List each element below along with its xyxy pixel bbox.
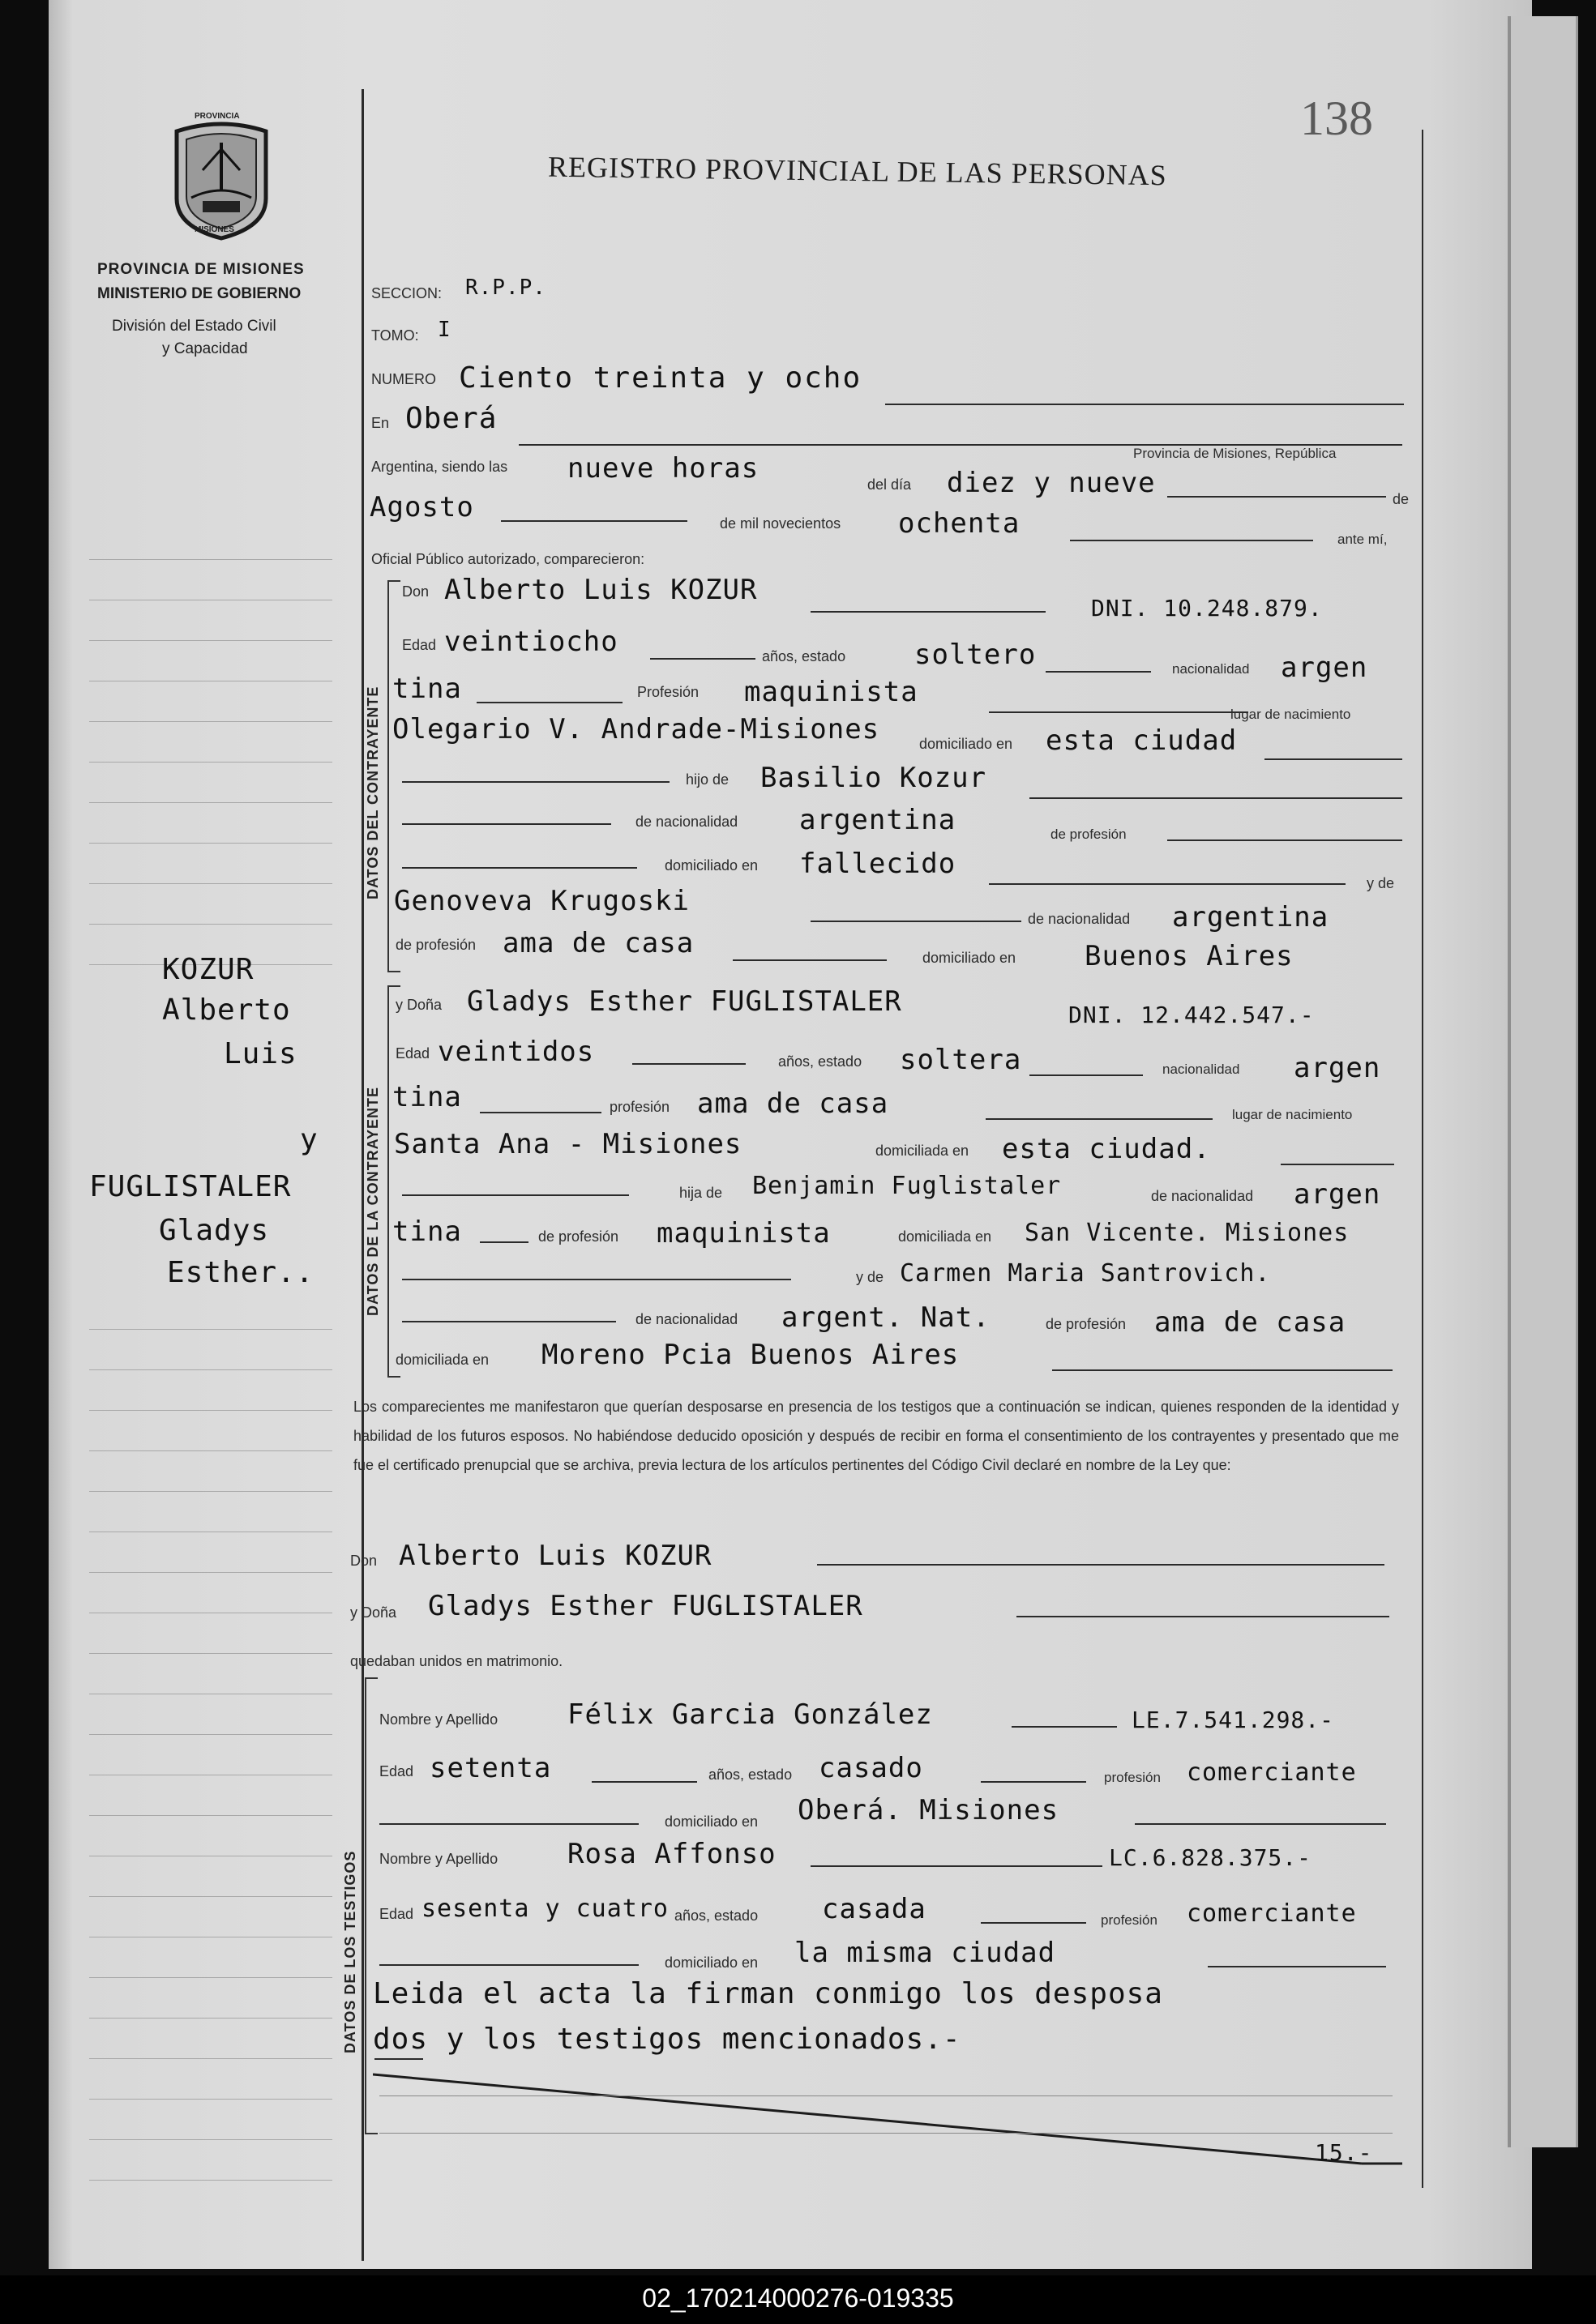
mes-value: Agosto — [370, 491, 474, 523]
padre-dom-label: domiciliado en — [665, 857, 759, 874]
t2-estado-line — [981, 1922, 1086, 1924]
contrayenta-padre: Benjamin Fuglistaler — [752, 1172, 1062, 1200]
seal-label-bottom: MISIONES — [195, 225, 234, 234]
hijo-label: hijo de — [686, 771, 730, 788]
testigos-section-label: DATOS DE LOS TESTIGOS — [342, 1850, 358, 2053]
contrayente-lugar-label: lugar de nacimiento — [1230, 707, 1351, 722]
contrayenta-padre-nac-line — [480, 1241, 528, 1243]
anio-value: ochenta — [898, 507, 1020, 540]
contrayenta-madre-dom: Moreno Pcia Buenos Aires — [541, 1339, 960, 1371]
t2-prof: comerciante — [1187, 1899, 1357, 1928]
margin-note-4: y — [300, 1123, 319, 1156]
contrayenta-madre-prof-label: de profesión — [1046, 1316, 1127, 1332]
contrayente-nombre-line — [811, 611, 1046, 613]
contrayente-section-label: DATOS DEL CONTRAYENTE — [365, 686, 381, 899]
en-label: En — [371, 415, 390, 431]
t2-dom-prefix-line — [379, 1964, 639, 1966]
t2-dom: la misma ciudad — [794, 1937, 1056, 1969]
t1-estado-line — [981, 1781, 1086, 1783]
t1-dom-prefix-line — [379, 1823, 639, 1825]
de-label: de — [1393, 491, 1410, 507]
contrayenta-prof-line — [986, 1118, 1213, 1120]
padre-prof-line — [1167, 839, 1402, 841]
end-mark: 15.- — [1315, 2139, 1373, 2166]
contrayente-dom-label: domiciliado en — [919, 736, 1013, 752]
contrayente-estado: soltero — [914, 639, 1037, 671]
org-line-3: División del Estado Civil — [112, 318, 276, 335]
t2-nombre: Rosa Affonso — [567, 1838, 777, 1870]
contrayenta-prof-label: profesión — [610, 1099, 670, 1115]
contrayenta-padre-dom-label: domiciliada en — [898, 1228, 992, 1245]
t1-edad-label: Edad — [379, 1763, 414, 1779]
t2-nombre-label: Nombre y Apellido — [379, 1851, 498, 1867]
contrayenta-doc: DNI. 12.442.547.- — [1068, 1002, 1315, 1028]
tomo-label: TOMO: — [371, 327, 419, 344]
page-title: REGISTRO PROVINCIAL DE LAS PERSONAS — [547, 150, 1167, 192]
don-label: Don — [402, 583, 430, 600]
org-line-1: PROVINCIA DE MISIONES — [97, 261, 305, 278]
numero-value: Ciento treinta y ocho — [459, 361, 862, 395]
decl-don-label: Don — [350, 1553, 378, 1569]
madre-dom-label: domiciliado en — [922, 950, 1016, 966]
contrayente-lugar: Olegario V. Andrade-Misiones — [392, 713, 880, 745]
contrayente-domicilio: esta ciudad — [1046, 724, 1238, 757]
madre-prof-label: de profesión — [396, 937, 477, 953]
contrayente-profesion: maquinista — [744, 676, 918, 708]
en-value: Oberá — [405, 402, 498, 435]
contrayente-edad-label: Edad — [402, 637, 437, 653]
contrayenta-estado-line — [1029, 1074, 1143, 1076]
seal-label-top: PROVINCIA — [195, 112, 240, 121]
mil-label: de mil novecientos — [720, 515, 841, 532]
seccion-label: SECCION: — [371, 285, 443, 301]
contrayenta-section-label: DATOS DE LA CONTRAYENTE — [365, 1086, 381, 1316]
contrayenta-dom-line — [1281, 1164, 1394, 1165]
t1-edad: setenta — [430, 1752, 552, 1784]
mes-line — [501, 520, 687, 522]
contrayenta-padre-prof: maquinista — [657, 1217, 831, 1250]
closing-slash — [373, 2058, 1410, 2180]
contrayente-padre: Basilio Kozur — [760, 762, 987, 794]
contrayenta-estado: soltera — [900, 1044, 1022, 1076]
contrayenta-nac-label: nacionalidad — [1162, 1062, 1240, 1077]
dona-label: y Doña — [396, 997, 443, 1013]
oficial-label: Oficial Público autorizado, comparecieron: — [371, 551, 645, 567]
contrayenta-lugar-label: lugar de nacimiento — [1232, 1107, 1353, 1122]
t1-edad-line — [592, 1781, 697, 1783]
t2-dom-label: domiciliado en — [665, 1954, 759, 1971]
contrayenta-nac-b: tina — [392, 1081, 462, 1113]
contrayente-prof-line — [989, 711, 1248, 713]
margin-note-2: Alberto — [162, 993, 291, 1027]
register-page — [49, 0, 1532, 2269]
contrayenta-bracket — [387, 985, 400, 1378]
t2-edad: sesenta y cuatro — [421, 1895, 669, 1923]
anio-line — [1070, 540, 1313, 541]
contrayente-madre: Genoveva Krugoski — [394, 885, 690, 917]
contrayenta-madre-dom-label: domiciliada en — [396, 1352, 490, 1368]
contrayente-padre-line — [1029, 797, 1402, 799]
org-line-4: y Capacidad — [162, 340, 248, 357]
padre-nac-prefix-line — [402, 823, 611, 825]
hija-prefix-line — [402, 1194, 629, 1196]
tomo-value: I — [438, 318, 451, 342]
horas-value: nueve horas — [567, 452, 759, 485]
page-number: 138 — [1300, 92, 1373, 145]
contrayenta-nombre: Gladys Esther FUGLISTALER — [467, 985, 902, 1018]
numero-label: NUMERO — [371, 371, 436, 387]
org-line-2: MINISTERIO DE GOBIERNO — [97, 285, 302, 302]
margin-note-3: Luis — [224, 1037, 297, 1070]
t1-prof-label: profesión — [1104, 1770, 1161, 1785]
t1-anios-label: años, estado — [708, 1766, 793, 1783]
provincial-seal-icon — [160, 113, 282, 243]
contrayente-edad-line — [650, 658, 755, 660]
contrayente-dom-line — [1264, 758, 1402, 760]
contrayenta-padre-nac-label: de nacionalidad — [1151, 1188, 1254, 1204]
contrayente-edad: veintiocho — [444, 626, 618, 658]
closing-line-1: Leida el acta la firman conmigo los desposa — [373, 1977, 1163, 2010]
stub-divider — [362, 89, 364, 2261]
contrayenta-padre-nac-b: tina — [392, 1215, 462, 1248]
decl-don-line — [817, 1564, 1384, 1566]
decl-dona-label: y Doña — [350, 1604, 397, 1621]
contrayenta-dom-label: domiciliada en — [875, 1143, 969, 1159]
t2-edad-label: Edad — [379, 1906, 414, 1922]
contrayente-nac-line — [477, 702, 623, 703]
t2-nombre-line — [811, 1865, 1102, 1867]
contrayenta-madre-dom-line — [1052, 1369, 1393, 1371]
t1-nombre-label: Nombre y Apellido — [379, 1711, 498, 1728]
decl-don-value: Alberto Luis KOZUR — [399, 1540, 712, 1572]
contrayenta-madre-nac: argent. Nat. — [781, 1301, 991, 1334]
t1-doc: LE.7.541.298.- — [1132, 1707, 1335, 1733]
t2-dom-line — [1208, 1966, 1386, 1967]
margin-note-7: Esther.. — [167, 1256, 314, 1289]
right-margin-line — [1422, 130, 1423, 2188]
contrayente-estado-line — [1046, 671, 1151, 673]
contrayente-nombre: Alberto Luis KOZUR — [444, 574, 758, 606]
page-edge — [1508, 16, 1578, 2147]
contrayente-padre-nac: argentina — [799, 804, 956, 836]
margin-note-1: KOZUR — [162, 953, 255, 986]
padre-nac-label: de nacionalidad — [635, 814, 738, 830]
contrayenta-padre-dom: San Vicente. Misiones — [1025, 1219, 1350, 1247]
contrayente-doc: DNI. 10.248.879. — [1091, 595, 1323, 622]
padre-dom-prefix-line — [402, 867, 637, 869]
madre-line — [811, 921, 1021, 922]
contrayenta-edad-label: Edad — [396, 1045, 430, 1062]
contrayenta-domicilio: esta ciudad. — [1002, 1133, 1211, 1165]
footer-bar — [0, 2275, 1596, 2324]
decl-dona-line — [1016, 1616, 1389, 1617]
hija-label: hija de — [679, 1185, 723, 1201]
unidos-label: quedaban unidos en matrimonio. — [350, 1653, 563, 1669]
t1-prof: comerciante — [1187, 1758, 1357, 1787]
decl-dona-value: Gladys Esther FUGLISTALER — [428, 1590, 863, 1622]
contrayente-nac-b: tina — [392, 673, 462, 705]
dia-line — [1167, 496, 1386, 498]
t1-dom-line — [1135, 1823, 1386, 1825]
contrayenta-madre-nac-label: de nacionalidad — [635, 1311, 738, 1327]
contrayente-prof-label: Profesión — [637, 684, 700, 700]
t2-doc: LC.6.828.375.- — [1109, 1844, 1312, 1871]
provincia-label: Provincia de Misiones, República — [1133, 446, 1337, 461]
t1-dom: Oberá. Misiones — [798, 1794, 1059, 1826]
padre-dom-line — [989, 883, 1346, 885]
margin-note-5: FUGLISTALER — [89, 1170, 292, 1203]
contrayenta-madre-prefix-line — [402, 1279, 791, 1280]
ante-mi-label: ante mí, — [1337, 532, 1388, 547]
contrayente-madre-dom: Buenos Aires — [1085, 940, 1294, 972]
contrayenta-madre-nac-prefix-line — [402, 1321, 616, 1322]
closing-line-2: dos y los testigos mencionados.- — [373, 2023, 961, 2056]
argentina-label: Argentina, siendo las — [371, 459, 508, 475]
footer-id: 02_170214000276-019335 — [642, 2283, 954, 2313]
contrayente-madre-nac: argentina — [1172, 901, 1329, 933]
del-dia-label: del día — [867, 476, 912, 493]
hijo-prefix-line — [402, 781, 670, 783]
t2-estado: casada — [822, 1893, 926, 1925]
t2-anios-label: años, estado — [674, 1907, 759, 1924]
contrayente-padre-dom: fallecido — [799, 848, 956, 880]
declaration-text: Los comparecientes me manifestaron que querían desposarse en presencia de los testigos que a continuación se indican, quienes responden de la identidad y habilidad de los futuros esposos. No habiéndose deducido oposición y después de recibir en forma el consentimiento de los contrayentes y presentado que me fue el certificado prenupcial que se archiva, previa lectura de los artículos pertinentes del Código Civil declaré en nombre de la Ley que: — [353, 1399, 1399, 1473]
t1-nombre: Félix Garcia González — [567, 1698, 933, 1731]
dia-value: diez y nueve — [947, 467, 1156, 499]
contrayenta-profesion: ama de casa — [697, 1087, 889, 1120]
contrayenta-madre: Carmen Maria Santrovich. — [900, 1259, 1271, 1288]
contrayenta-padre-prof-label: de profesión — [538, 1228, 619, 1245]
t1-estado: casado — [819, 1752, 923, 1784]
contrayenta-edad: veintidos — [438, 1036, 595, 1068]
numero-line — [885, 404, 1404, 405]
contrayenta-edad-line — [632, 1063, 746, 1065]
madre-prof-line — [733, 959, 887, 961]
margin-note-6: Gladys — [159, 1214, 270, 1247]
contrayente-nac-a: argen — [1281, 651, 1368, 684]
t1-dom-label: domiciliado en — [665, 1813, 759, 1830]
contrayente-madre-prof: ama de casa — [503, 927, 695, 959]
contrayenta-nac-a: argen — [1294, 1052, 1381, 1084]
contrayenta-nac-line — [480, 1112, 601, 1113]
contrayenta-lugar: Santa Ana - Misiones — [394, 1128, 742, 1160]
contrayenta-y-de-label: y de — [856, 1269, 884, 1285]
contrayenta-madre-prof: ama de casa — [1154, 1306, 1346, 1339]
seccion-value: R.P.P. — [465, 276, 546, 300]
padre-prof-label: de profesión — [1050, 827, 1127, 842]
madre-nac-label: de nacionalidad — [1028, 911, 1131, 927]
t2-prof-label: profesión — [1101, 1912, 1157, 1928]
contrayente-anios-label: años, estado — [762, 648, 846, 664]
contrayenta-anios-label: años, estado — [778, 1053, 862, 1070]
contrayente-nac-label: nacionalidad — [1172, 661, 1250, 677]
t1-nombre-line — [1012, 1726, 1117, 1728]
contrayenta-padre-nac-a: argen — [1294, 1178, 1381, 1211]
y-de-label: y de — [1367, 875, 1395, 891]
